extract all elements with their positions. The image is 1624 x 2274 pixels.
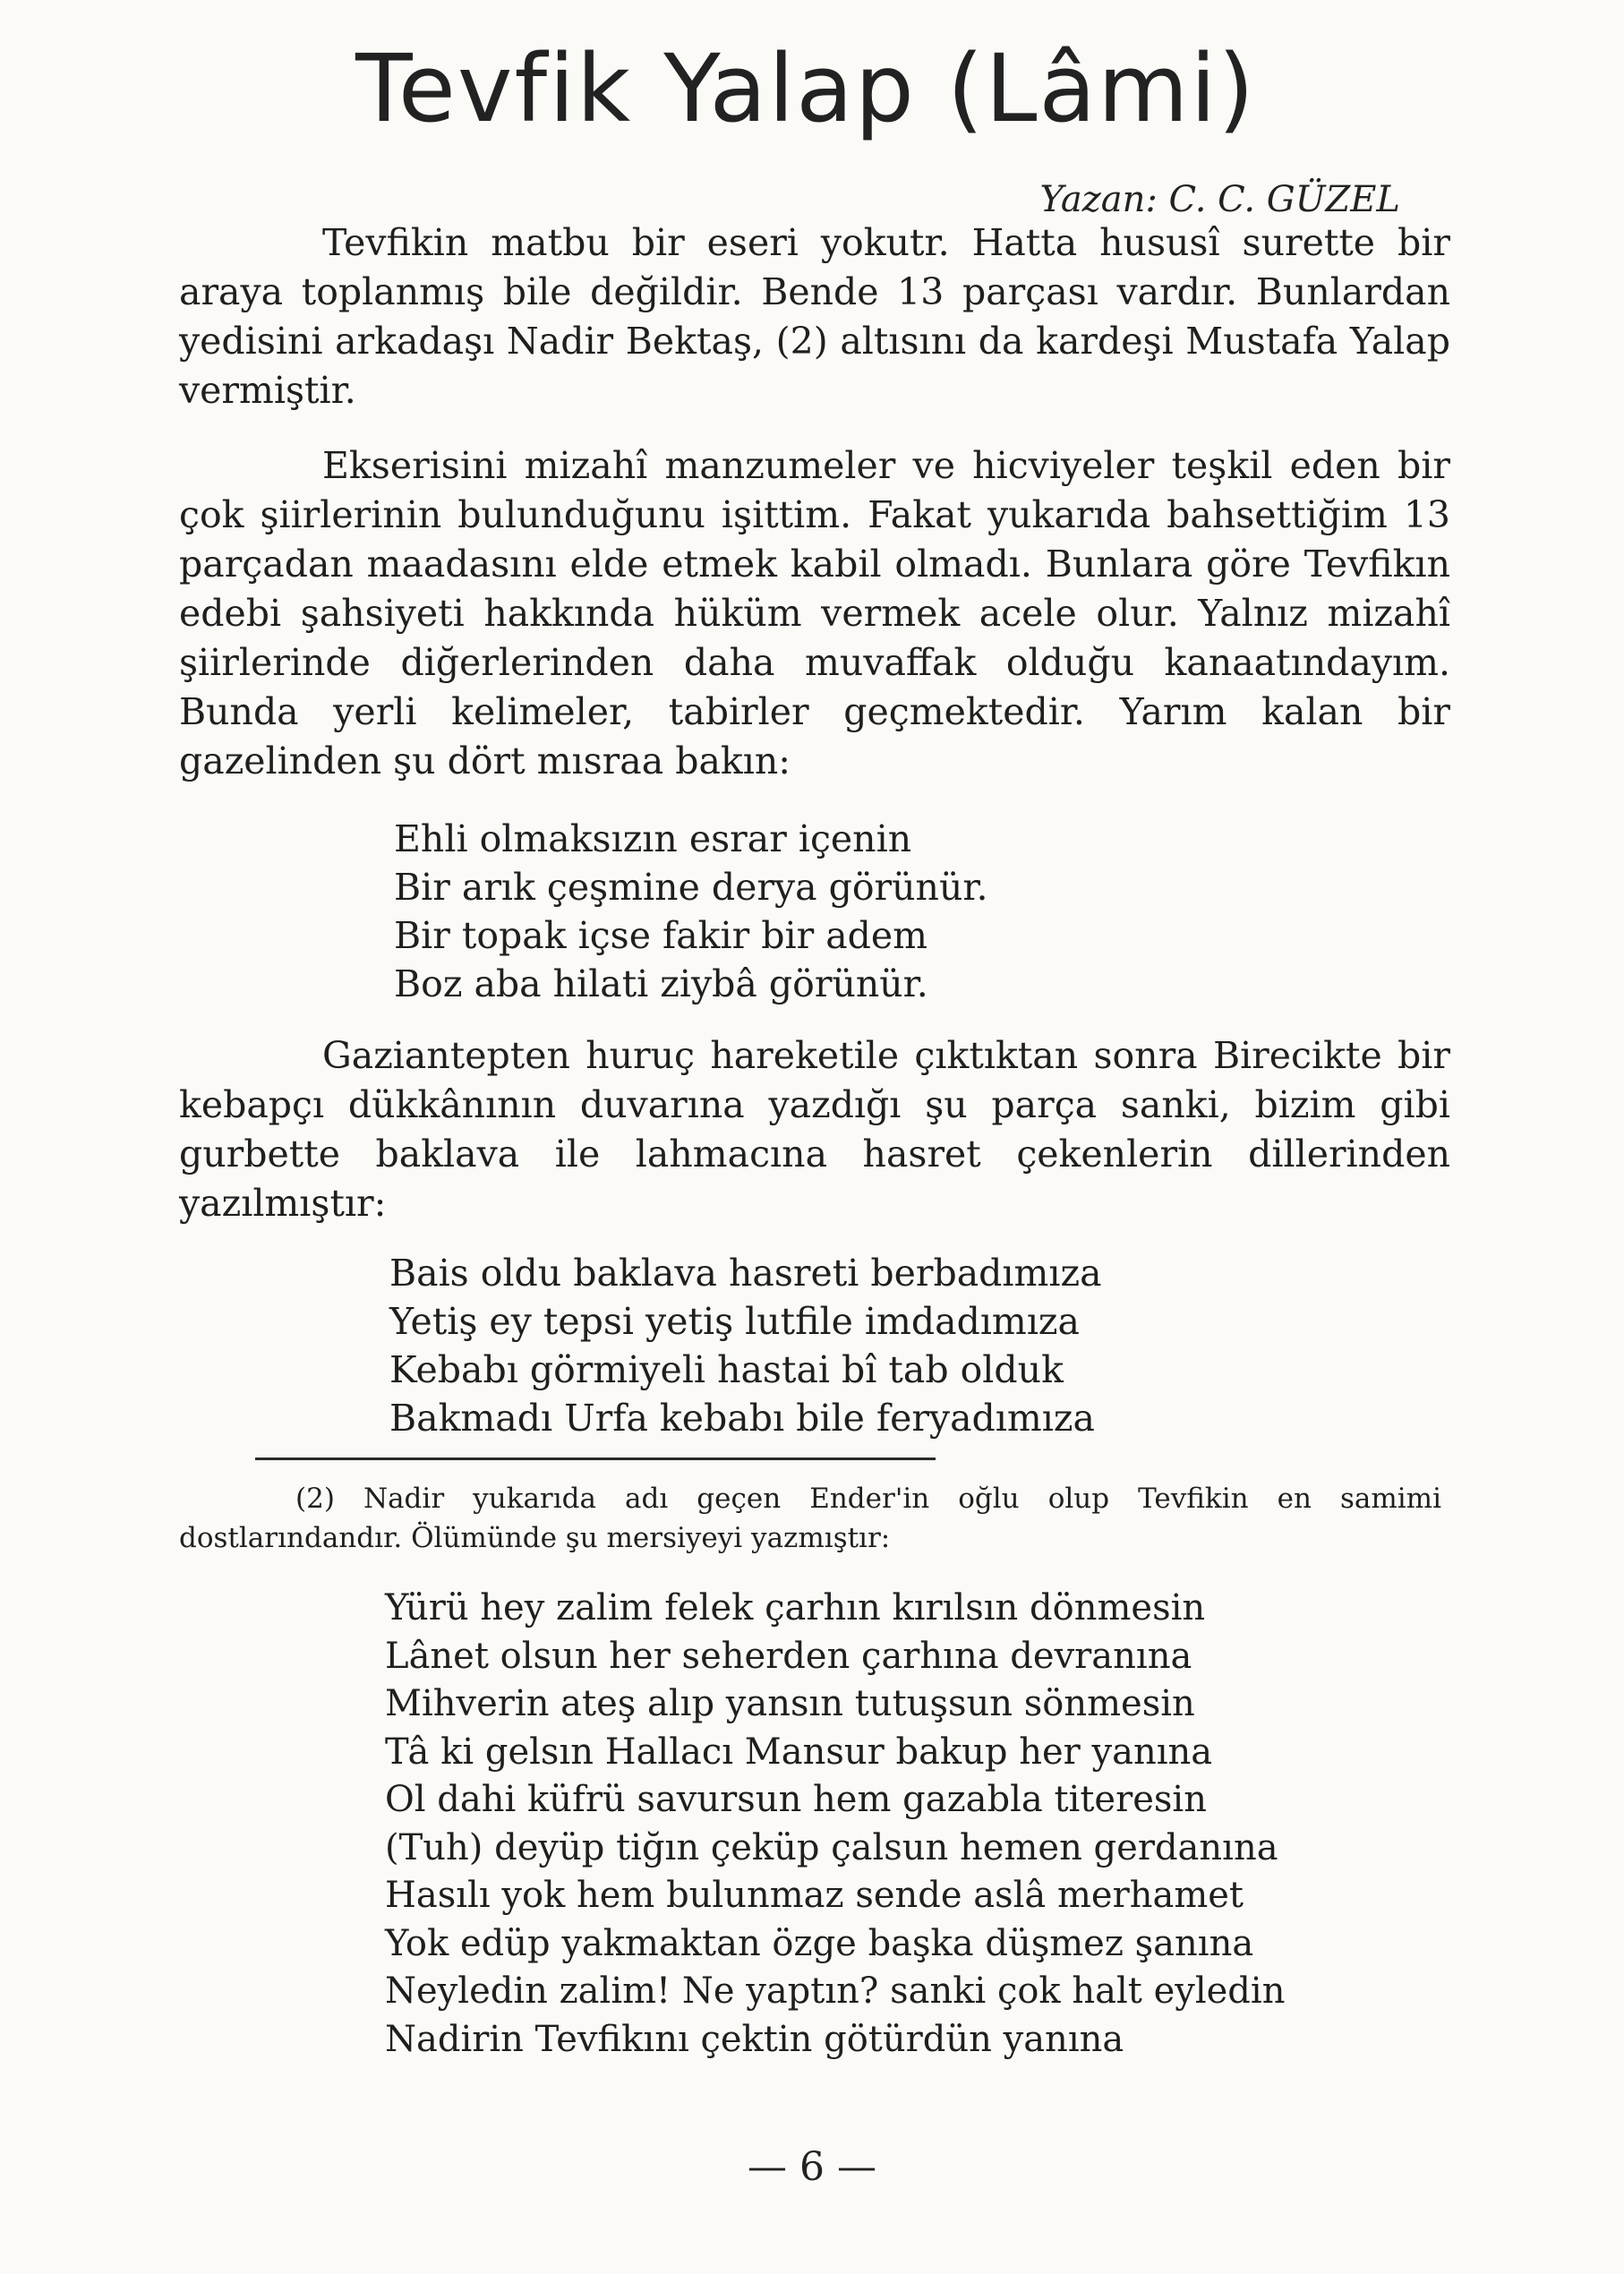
verse-block-3 [385, 1585, 1285, 2064]
verse-line: Bir topak içse fakir bir adem [394, 914, 928, 957]
verse-line: Ol dahi küfrü savursun hem gazabla titeresin [385, 1779, 1207, 1820]
paragraph-1: Tevfikin matbu bir eseri yokutr. Hatta hususî surette bir araya toplanmış bile değildir. Bende 13 parçası vardır. Bunlardan yedisini arkadaşı Nadir Bektaş, (2) altısını da kardeşi Mustafa Yalap vermiştir. [179, 221, 1450, 412]
verse-line: Hasılı yok hem bulunmaz sende aslâ merhamet [385, 1875, 1244, 1916]
verse-line: Tâ ki gelsın Hallacı Mansur bakup her yanına [385, 1731, 1213, 1773]
verse-line: Neyledin zalim! Ne yaptın? sanki çok halt eyledin [385, 1971, 1286, 2012]
verse-line: (Tuh) deyüp tiğın çeküp çalsun hemen gerdanına [385, 1826, 1278, 1868]
verse-line: Mihverin ateş alıp yansın tutuşsun sönmesin [385, 1683, 1195, 1724]
paragraph-2: Ekserisini mizahî manzumeler ve hicviyeler teşkil eden bir çok şiirlerinin bulunduğunu işittim. Fakat yukarıda bahsettiğim 13 parçadan maadasını elde etmek kabil olmadı. Bunlara göre Tevfikın edebi şahsiyeti hakkında hüküm vermek acele olur. Yalnız mizahî şiirlerinde diğerlerinden daha muvaffak olduğu kanaatındayım. Bunda yerli kelimeler, tabirler geçmektedir. Yarım kalan bir gazelinden şu dört mısraa bakın: [179, 444, 1450, 782]
verse-block-1 [394, 815, 988, 1008]
verse-line: Ehli olmaksızın esrar içenin [394, 817, 912, 860]
verse-line: Bakmadı Urfa kebabı bile feryadımıza [389, 1397, 1095, 1440]
paragraph-3: Gaziantepten huruç hareketile çıktıktan sonra Birecikte bir kebapçı dükkânının duvarına yazdığı şu parça sanki, bizim gibi gurbette baklava ile lahmacına hasret çekenlerin dillerinden yazılmıştır: [179, 1034, 1450, 1225]
verse-line: Yürü hey zalim felek çarhın kırılsın dönmesin [385, 1587, 1206, 1629]
article-title: Tevfik Yalap (Lâmi) [355, 34, 1256, 143]
verse-line: Bir arık çeşmine derya görünür. [394, 866, 988, 909]
verse-line: Yetiş ey tepsi yetiş lutfile imdadımıza [389, 1300, 1080, 1343]
page-number: — 6 — [748, 2144, 876, 2190]
footnote-divider [255, 1458, 936, 1460]
verse-block-2 [389, 1249, 1102, 1442]
verse-line: Boz aba hilati ziybâ görünür. [394, 962, 928, 1005]
footnote: (2) Nadir yukarıda adı geçen Ender'in oğlu olup Tevfikin en samimi dostlarındandır. Ölümünde şu mersiyeyi yazmıştır: [179, 1483, 1441, 1554]
verse-line: Kebabı görmiyeli hastai bî tab olduk [389, 1348, 1064, 1391]
verse-line: Yok edüp yakmaktan özge başka düşmez şanına [385, 1922, 1254, 1964]
verse-line: Nadirin Tevfikını çektin götürdün yanına [385, 2018, 1124, 2060]
author-byline: Yazan: C. C. GÜZEL [1039, 179, 1400, 220]
verse-line: Lânet olsun her seherden çarhına devranına [385, 1635, 1192, 1677]
verse-line: Bais oldu baklava hasreti berbadımıza [389, 1252, 1102, 1295]
